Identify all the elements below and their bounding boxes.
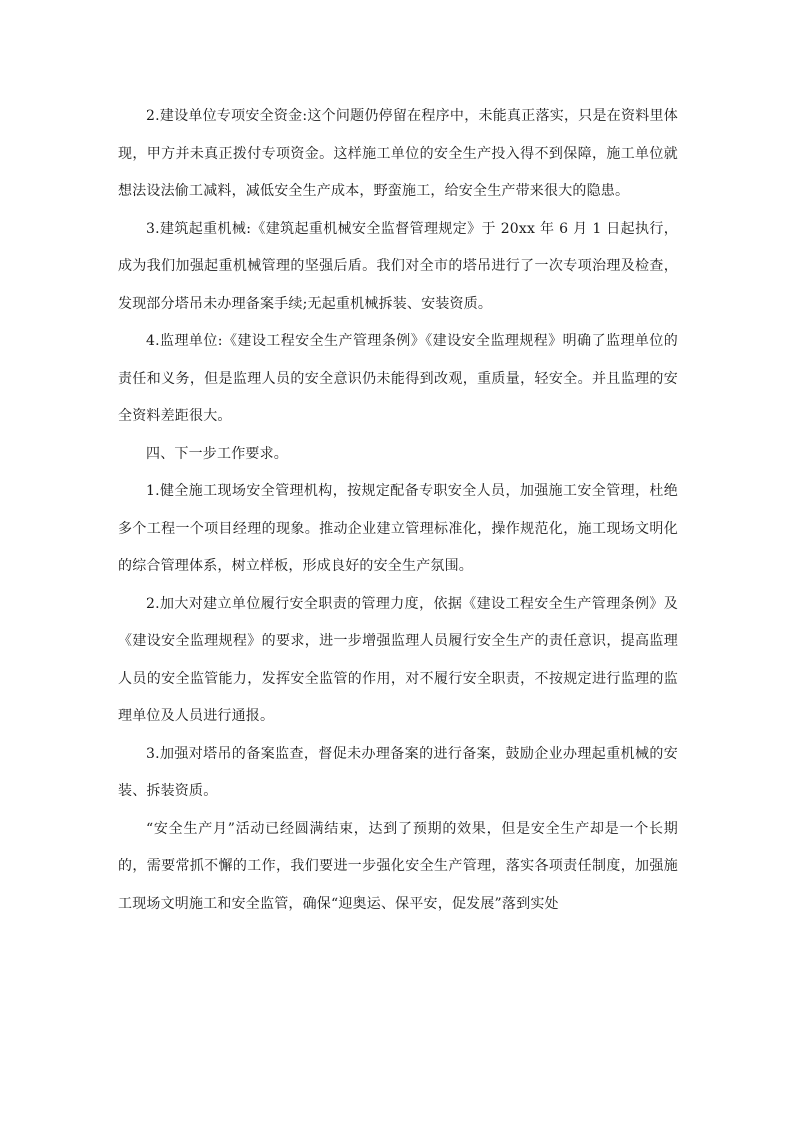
- section-heading-next-steps: 四、下一步工作要求。: [146, 445, 288, 462]
- paragraph-lifting-machinery: 3.建筑起重机械:《建筑起重机械安全监督管理规定》于 20xx 年 6 月 1 日起执行，成为我们加强起重机械管理的坚强后盾。我们对全市的塔吊进行了一次专项治理及检查，发现部分塔吊未办理备案手续;无起重机械拆装、安装资质。: [118, 220, 678, 312]
- paragraph-conclusion: “安全生产月”活动已经圆满结束，达到了预期的效果，但是安全生产却是一个长期的，需要常抓不懈的工作，我们要进一步强化安全生产管理，落实各项责任制度，加强施工现场文明施工和安全监管，确保“迎奥运、保平安，促发展”落到实处: [118, 820, 678, 912]
- paragraph-supervision-unit: 4.监理单位:《建设工程安全生产管理条例》《建设安全监理规程》明确了监理单位的责任和义务，但是监理人员的安全意识仍未能得到改观，重质量，轻安全。并且监理的安全资料差距很大。: [118, 333, 678, 424]
- paragraph-requirement-2: 2.加大对建立单位履行安全职责的管理力度，依据《建设工程安全生产管理条例》及《建设安全监理规程》的要求，进一步增强监理人员履行安全生产的责任意识，提高监理人员的安全监管能力，发挥安全监管的作用，对不履行安全职责，不按规定进行监理的监理单位及人员进行通报。: [118, 595, 678, 724]
- paragraph-requirement-3: 3.加强对塔吊的备案监查，督促未办理备案的进行备案，鼓励企业办理起重机械的安装、拆装资质。: [118, 745, 678, 799]
- paragraph-special-funds: 2.建设单位专项安全资金:这个问题仍停留在程序中，未能真正落实，只是在资料里体现，甲方并未真正拨付专项资金。这样施工单位的安全生产投入得不到保障，施工单位就想法设法偷工减料，减低安全生产成本，野蛮施工，给安全生产带来很大的隐患。: [118, 108, 678, 199]
- paragraph-requirement-1: 1.健全施工现场安全管理机构，按规定配备专职安全人员，加强施工安全管理，杜绝多个工程一个项目经理的现象。推动企业建立管理标准化，操作规范化，施工现场文明化的综合管理体系，树立样板，形成良好的安全生产氛围。: [118, 483, 678, 574]
- document-body: [118, 98, 678, 923]
